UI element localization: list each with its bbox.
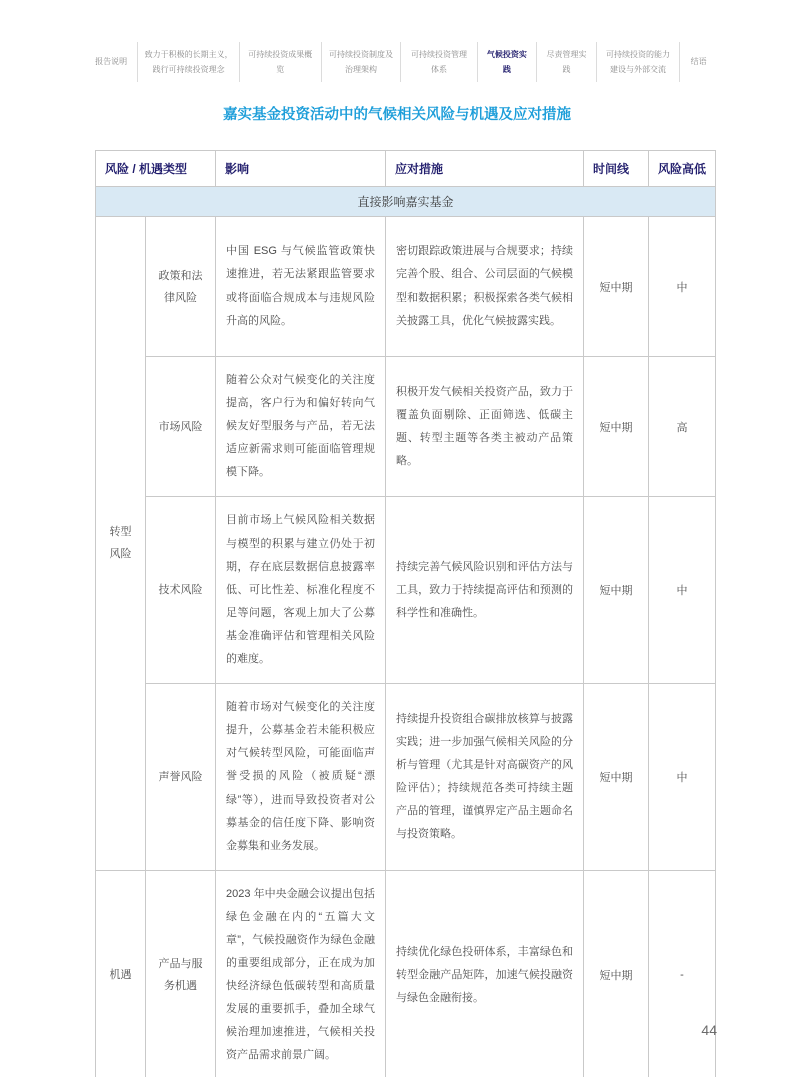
climate-risk-table [95,150,716,1077]
impact-cell: 目前市场上气候风险相关数据与模型的积累与建立仍处于初期，存在底层数据信息披露率低、可比性差、标准化程度不足等问题，客观上加大了公募基金准确评估和管理相关风险的难度。 [216,497,386,684]
section-header-row [96,187,716,217]
nav-item-governance[interactable]: 可持续投资制度及治理架构 [321,42,401,82]
impact-cell: 随着市场对气候变化的关注度提升，公募基金若未能积极应对气候转型风险，可能面临声誉受损的风险（被质疑“漂绿”等），进而导致投资者对公募基金的信任度下降、影响资金募集和业务发展。 [216,684,386,871]
col-header-measures: 应对措施 [386,151,584,187]
timeline-cell: 短中期 [584,497,649,684]
risk-level-cell: 中 [649,684,716,871]
measures-cell: 持续完善气候风险识别和评估方法与工具，致力于持续提高评估和预测的科学性和准确性。 [386,497,584,684]
table-row [96,217,716,357]
col-header-type: 风险 / 机遇类型 [96,151,216,187]
nav-item-report-notes[interactable]: 报告说明 [95,57,128,67]
nav-item-long-termism[interactable]: 致力于积极的长期主义，践行可持续投资理念 [137,42,239,82]
measures-cell: 密切跟踪政策进展与合规要求；持续完善个股、组合、公司层面的气候模型和数据积累；积极探索各类气候相关披露工具，优化气候披露实践。 [386,217,584,357]
group-cell-transition-risk: 转型风险 [96,217,146,871]
col-header-timeline: 时间线 [584,151,649,187]
impact-cell: 中国 ESG 与气候监管政策快速推进，若无法紧跟监管要求或将面临合规成本与违规风险升高的风险。 [216,217,386,357]
type-cell: 声誉风险 [146,684,216,871]
measures-cell: 积极开发气候相关投资产品，致力于覆盖负面剔除、正面筛选、低碳主题、转型主题等各类主被动产品策略。 [386,357,584,497]
impact-cell: 随着公众对气候变化的关注度提高，客户行为和偏好转向气候友好型服务与产品，若无法适应新需求则可能面临管理规模下降。 [216,357,386,497]
risk-level-cell: 高 [649,357,716,497]
type-cell: 市场风险 [146,357,216,497]
nav-item-stewardship[interactable]: 尽责管理实践 [536,42,596,82]
page-title: 嘉实基金投资活动中的气候相关风险与机遇及应对措施 [223,107,571,123]
table-row [96,497,716,684]
timeline-cell: 短中期 [584,870,649,1077]
timeline-cell: 短中期 [584,217,649,357]
nav-item-conclusion[interactable]: 结语 [679,42,717,82]
risk-level-cell: 中 [649,497,716,684]
measures-cell: 持续提升投资组合碳排放核算与披露实践；进一步加强气候相关风险的分析与管理（尤其是针对高碳资产的风险评估）；持续规范各类可持续主题产品的管理，谨慎界定产品主题命名与投资策略。 [386,684,584,871]
table-row [96,870,716,1077]
type-cell: 技术风险 [146,497,216,684]
table-header-row [96,151,716,187]
group-cell-opportunity: 机遇 [96,870,146,1077]
timeline-cell: 短中期 [584,357,649,497]
impact-cell: 2023 年中央金融会议提出包括绿色金融在内的“五篇大文章”，气候投融资作为绿色金融的重要组成部分，正在成为加快经济绿色低碳转型和高质量发展的重要抓手，叠加全球气候治理加速推进，气候相关投资产品需求前景广阔。 [216,870,386,1077]
table-row [96,357,716,497]
nav-item-management-system[interactable]: 可持续投资管理体系 [400,42,476,82]
col-header-risk-level: 风险高低 [649,151,716,187]
nav-item-investment-results[interactable]: 可持续投资成果概览 [239,42,321,82]
col-header-impact: 影响 [216,151,386,187]
risk-level-cell: - [649,870,716,1077]
page-number: 44 [701,1022,717,1038]
nav-item-capacity-building[interactable]: 可持续投资的能力建设与外部交流 [596,42,679,82]
top-nav [85,42,717,82]
type-cell: 政策和法律风险 [146,217,216,357]
risk-level-cell: 中 [649,217,716,357]
nav-item-climate-investment-active[interactable]: 气候投资实践 [477,42,537,82]
timeline-cell: 短中期 [584,684,649,871]
table-row [96,684,716,871]
type-cell: 产品与服务机遇 [146,870,216,1077]
section-header: 直接影响嘉实基金 [96,187,716,217]
measures-cell: 持续优化绿色投研体系，丰富绿色和转型金融产品矩阵，加速气候投融资与绿色金融衔接。 [386,870,584,1077]
